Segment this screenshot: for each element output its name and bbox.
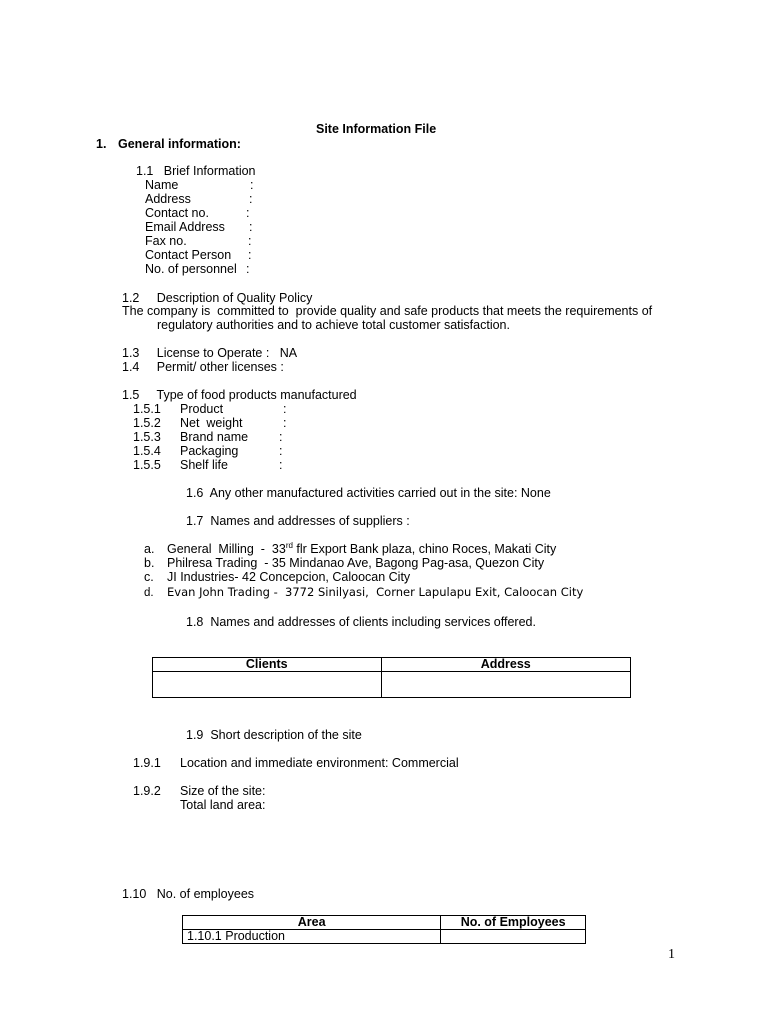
- supplier-c-letter: c.: [144, 570, 154, 584]
- field-email-colon: :: [249, 220, 253, 234]
- clients-cell: [153, 672, 382, 698]
- supplier-d-text: Evan John Trading - 3772 Sinilyasi, Corner Lapulapu Exit, Caloocan City: [167, 585, 584, 599]
- field-name-label: Name: [145, 178, 179, 192]
- section-1-6: 1.6 Any other manufactured activities carried out in the site: None: [186, 486, 551, 500]
- field-name-colon: :: [250, 178, 254, 192]
- item-1-5-1-colon: :: [283, 402, 287, 416]
- section-1-number: 1.: [96, 137, 107, 151]
- item-1-5-4-label: Packaging: [180, 444, 239, 458]
- field-address-label: Address: [145, 192, 191, 206]
- field-fax-colon: :: [248, 234, 252, 248]
- field-contact-colon: :: [246, 206, 250, 220]
- area-column-header: Area: [183, 916, 441, 930]
- area-cell: 1.10.1 Production: [183, 930, 441, 944]
- section-1-9-2-number: 1.9.2: [133, 784, 161, 798]
- item-1-5-3-label: Brand name: [180, 430, 249, 444]
- supplier-b-letter: b.: [144, 556, 155, 570]
- supplier-d-letter: d.: [144, 587, 154, 599]
- supplier-a-text: General Milling - 33rd flr Export Bank plaza, chino Roces, Makati City: [167, 540, 557, 556]
- field-contact-person-label: Contact Person: [145, 248, 232, 262]
- page-title: Site Information File: [316, 122, 437, 136]
- field-personnel-colon: :: [246, 262, 250, 276]
- clients-column-header: Clients: [153, 658, 382, 672]
- section-1-9-heading: 1.9 Short description of the site: [186, 728, 362, 742]
- employees-table: [182, 915, 586, 944]
- item-1-5-3-colon: :: [279, 430, 283, 444]
- section-1-3: 1.3 License to Operate : NA: [122, 346, 298, 360]
- item-1-5-3-number: 1.5.3: [133, 430, 161, 444]
- field-email-label: Email Address: [145, 220, 225, 234]
- section-1-4: 1.4 Permit/ other licenses :: [122, 360, 284, 374]
- supplier-c-text: JI Industries- 42 Concepcion, Caloocan City: [167, 570, 411, 584]
- address-cell: [381, 672, 630, 698]
- field-contact-person-colon: :: [248, 248, 252, 262]
- item-1-5-2-number: 1.5.2: [133, 416, 161, 430]
- section-1-2-heading: 1.2 Description of Quality Policy: [122, 291, 313, 305]
- item-1-5-5-colon: :: [279, 458, 283, 472]
- supplier-b-text: Philresa Trading - 35 Mindanao Ave, Bagong Pag-asa, Quezon City: [167, 556, 545, 570]
- employees-column-header: No. of Employees: [441, 916, 586, 930]
- supplier-a-superscript: rd: [285, 540, 293, 550]
- section-1-9-2-text: Size of the site:: [180, 784, 266, 798]
- section-1-10-heading: 1.10 No. of employees: [122, 887, 255, 901]
- item-1-5-5-label: Shelf life: [180, 458, 228, 472]
- item-1-5-1-number: 1.5.1: [133, 402, 161, 416]
- section-1-heading: General information:: [118, 137, 241, 151]
- field-address-colon: :: [249, 192, 253, 206]
- item-1-5-2-label: Net weight: [180, 416, 243, 430]
- supplier-a-letter: a.: [144, 542, 155, 556]
- field-contact-label: Contact no.: [145, 206, 209, 220]
- page-number: 1: [668, 947, 675, 962]
- employees-cell: [441, 930, 586, 944]
- item-1-5-4-colon: :: [279, 444, 283, 458]
- field-personnel-label: No. of personnel: [145, 262, 237, 276]
- section-1-9-2-text-2: Total land area:: [180, 798, 266, 812]
- section-1-7-heading: 1.7 Names and addresses of suppliers :: [186, 514, 410, 528]
- quality-policy-line-1: The company is committed to provide quality and safe products that meets the requirements of: [122, 304, 653, 318]
- quality-policy-line-2: regulatory authorities and to achieve total customer satisfaction.: [157, 318, 510, 332]
- item-1-5-4-number: 1.5.4: [133, 444, 161, 458]
- item-1-5-1-label: Product: [180, 402, 224, 416]
- item-1-5-2-colon: :: [283, 416, 287, 430]
- section-1-8-heading: 1.8 Names and addresses of clients including services offered.: [186, 615, 536, 629]
- item-1-5-5-number: 1.5.5: [133, 458, 161, 472]
- section-1-9-1-text: Location and immediate environment: Commercial: [180, 756, 459, 770]
- address-column-header: Address: [381, 658, 630, 672]
- clients-table: [152, 657, 631, 698]
- section-1-5-heading: 1.5 Type of food products manufactured: [122, 388, 357, 402]
- section-1-1-heading: 1.1 Brief Information: [136, 164, 256, 178]
- field-fax-label: Fax no.: [145, 234, 187, 248]
- section-1-9-1-number: 1.9.1: [133, 756, 161, 770]
